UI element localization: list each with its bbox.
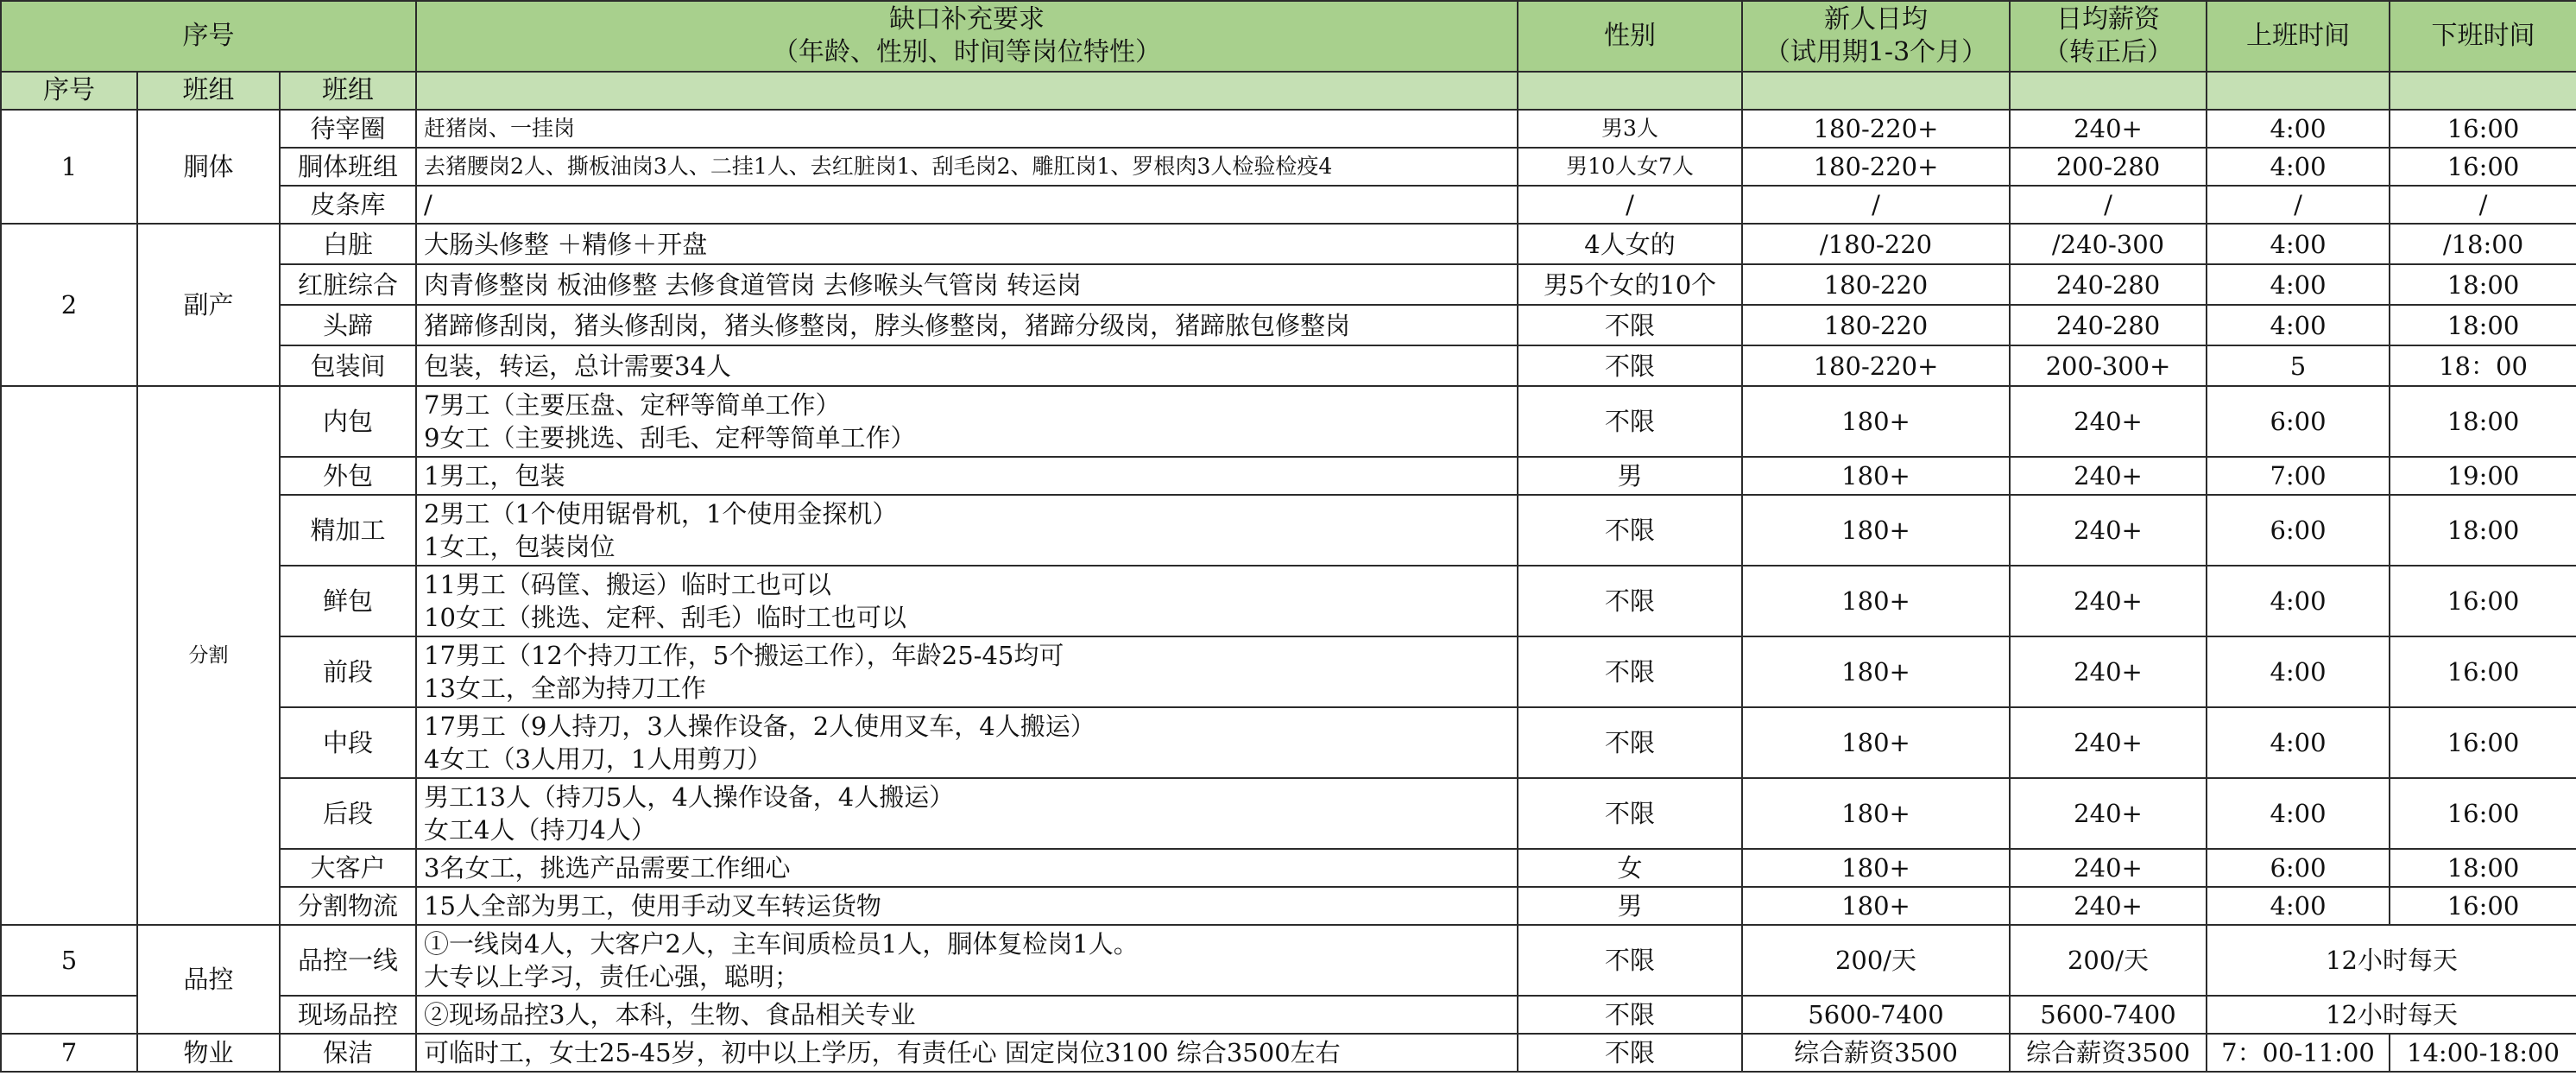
avg-pay: 240+ [2010, 707, 2207, 778]
new-avg-pay: 180+ [1742, 495, 2010, 566]
end-time: 18:00 [2390, 495, 2576, 566]
requirement [416, 925, 1518, 996]
header-seq: 序号 [1, 1, 416, 72]
header-requirements-line2: （年龄、性别、时间等岗位特性） [773, 37, 1161, 67]
avg-pay: 200/天 [2010, 925, 2207, 996]
gender: 女 [1518, 849, 1742, 887]
new-avg-pay: 180-220+ [1742, 345, 2010, 386]
table-row [1, 566, 2576, 636]
start-time: 6:00 [2207, 849, 2390, 887]
header-new-avg-line1: 新人日均 [1824, 4, 1928, 35]
requirement: 大肠头修整 ＋精修＋开盘 [416, 224, 1518, 264]
gender: 不限 [1518, 386, 1742, 457]
team-name: 外包 [280, 457, 416, 495]
team-name: 品控一线 [280, 925, 416, 996]
end-time: 18:00 [2390, 305, 2576, 345]
subheader-team: 班组 [280, 72, 416, 110]
header-new-avg-line2: （试用期1-3个月） [1764, 37, 1988, 67]
header-requirements [416, 1, 1518, 72]
requirement-line: 1女工，包装岗位 [424, 532, 616, 561]
requirement: / [416, 186, 1518, 224]
gender: 不限 [1518, 345, 1742, 386]
avg-pay: 5600-7400 [2010, 996, 2207, 1034]
table-row [1, 778, 2576, 849]
new-avg-pay: 180-220+ [1742, 148, 2010, 186]
requirement-line: 13女工，全部为持刀工作 [424, 674, 706, 703]
start-time: 7：00-11:00 [2207, 1034, 2390, 1072]
avg-pay: 240+ [2010, 566, 2207, 636]
group-name: 品控 [137, 925, 280, 1034]
requirement [416, 707, 1518, 778]
requirement [416, 386, 1518, 457]
table-row [1, 186, 2576, 224]
team-name: 红脏综合 [280, 264, 416, 305]
requirement-line: 11男工（码筐、搬运）临时工也可以 [424, 570, 831, 599]
end-time: 16:00 [2390, 778, 2576, 849]
end-time: 18:00 [2390, 849, 2576, 887]
end-time: 16:00 [2390, 148, 2576, 186]
new-avg-pay: / [1742, 186, 2010, 224]
avg-pay: 200-280 [2010, 148, 2207, 186]
avg-pay: 240+ [2010, 457, 2207, 495]
start-time: 4:00 [2207, 636, 2390, 707]
avg-pay: 240+ [2010, 887, 2207, 925]
requirement-line: 男工13人（持刀5人，4人操作设备，4人搬运） [424, 782, 955, 812]
group-number [1, 386, 137, 925]
requirement-line: 17男工（9人持刀，3人操作设备，2人使用叉车，4人搬运） [424, 712, 1095, 741]
gender: 男3人 [1518, 110, 1742, 148]
start-time: 4:00 [2207, 778, 2390, 849]
requirement-line: 2男工（1个使用锯骨机，1个使用金探机） [424, 499, 898, 529]
end-time: 16:00 [2390, 636, 2576, 707]
gender: 不限 [1518, 707, 1742, 778]
table-row [1, 636, 2576, 707]
start-time: 4:00 [2207, 707, 2390, 778]
subheader-group: 班组 [137, 72, 280, 110]
gender: 不限 [1518, 925, 1742, 996]
end-time: 18:00 [2390, 264, 2576, 305]
gender: 男 [1518, 457, 1742, 495]
new-avg-pay: 180+ [1742, 849, 2010, 887]
avg-pay: 240-280 [2010, 264, 2207, 305]
table-row [1, 1034, 2576, 1072]
requirement: 肉青修整岗 板油修整 去修食道管岗 去修喉头气管岗 转运岗 [416, 264, 1518, 305]
avg-pay: 240+ [2010, 110, 2207, 148]
work-hours: 12小时每天 [2207, 925, 2576, 996]
new-avg-pay: /180-220 [1742, 224, 2010, 264]
requirement: ②现场品控3人，本科，生物、食品相关专业 [416, 996, 1518, 1034]
new-avg-pay: 180+ [1742, 457, 2010, 495]
team-name: 白脏 [280, 224, 416, 264]
requirement [416, 778, 1518, 849]
requirement-line: 10女工（挑选、定秤、刮毛）临时工也可以 [424, 603, 906, 632]
requirement-line: 9女工（主要挑选、刮毛、定秤等简单工作） [424, 423, 916, 453]
end-time: 14:00-18:00 [2390, 1034, 2576, 1072]
group-number: 7 [1, 1034, 137, 1072]
team-name: 前段 [280, 636, 416, 707]
table-row [1, 110, 2576, 148]
requirement: 可临时工，女士25-45岁，初中以上学历，有责任心 固定岗位3100 综合3500左右 [416, 1034, 1518, 1072]
group-name: 胴体 [137, 110, 280, 224]
table-row [1, 495, 2576, 566]
team-name: 大客户 [280, 849, 416, 887]
requirement-line: 女工4人（持刀4人） [424, 815, 656, 845]
end-time: 16:00 [2390, 566, 2576, 636]
header-row [1, 1, 2576, 72]
header-requirements-line1: 缺口补充要求 [889, 4, 1045, 35]
team-name: 现场品控 [280, 996, 416, 1034]
gender: 不限 [1518, 305, 1742, 345]
requirement: 15人全部为男工，使用手动叉车转运货物 [416, 887, 1518, 925]
team-name: 中段 [280, 707, 416, 778]
team-name: 后段 [280, 778, 416, 849]
group-name: 物业 [137, 1034, 280, 1072]
end-time: 18：00 [2390, 345, 2576, 386]
end-time: 16:00 [2390, 707, 2576, 778]
table-row [1, 345, 2576, 386]
table-row [1, 707, 2576, 778]
end-time: 18:00 [2390, 386, 2576, 457]
start-time: 4:00 [2207, 566, 2390, 636]
requirement-line: 大专以上学习，责任心强，聪明； [424, 962, 800, 991]
table-row [1, 887, 2576, 925]
new-avg-pay: 综合薪资3500 [1742, 1034, 2010, 1072]
table-row [1, 925, 2576, 996]
requirement [416, 636, 1518, 707]
requirement: 3名女工，挑选产品需要工作细心 [416, 849, 1518, 887]
start-time: 4:00 [2207, 305, 2390, 345]
new-avg-pay: 180+ [1742, 566, 2010, 636]
group-number: 2 [1, 224, 137, 386]
start-time: 4:00 [2207, 148, 2390, 186]
new-avg-pay: 180-220+ [1742, 110, 2010, 148]
requirement: 赶猪岗、一挂岗 [416, 110, 1518, 148]
new-avg-pay: 180+ [1742, 636, 2010, 707]
header-end-time: 下班时间 [2390, 1, 2576, 72]
gender: 男5个女的10个 [1518, 264, 1742, 305]
avg-pay: 240+ [2010, 849, 2207, 887]
start-time: 6:00 [2207, 386, 2390, 457]
start-time: 6:00 [2207, 495, 2390, 566]
end-time: 19:00 [2390, 457, 2576, 495]
new-avg-pay: 180+ [1742, 778, 2010, 849]
header-gender: 性别 [1518, 1, 1742, 72]
requirement-line: ①一线岗4人，大客户2人，主车间质检员1人，胴体复检岗1人。 [424, 929, 1139, 959]
new-avg-pay: 180-220 [1742, 305, 2010, 345]
team-name: 包装间 [280, 345, 416, 386]
requirement: 1男工，包装 [416, 457, 1518, 495]
team-name: 内包 [280, 386, 416, 457]
new-avg-pay: 180+ [1742, 386, 2010, 457]
requirement-line: 7男工（主要压盘、定秤等简单工作） [424, 390, 841, 420]
end-time: / [2390, 186, 2576, 224]
group-number: 1 [1, 110, 137, 224]
team-name: 分割物流 [280, 887, 416, 925]
avg-pay: 240-280 [2010, 305, 2207, 345]
requirement-line: 4女工（3人用刀，1人用剪刀） [424, 744, 773, 774]
group-name: 分割 [137, 386, 280, 925]
gender: 不限 [1518, 636, 1742, 707]
new-avg-pay: 180+ [1742, 887, 2010, 925]
requirement [416, 495, 1518, 566]
team-name: 胴体班组 [280, 148, 416, 186]
avg-pay: /240-300 [2010, 224, 2207, 264]
gender: 男 [1518, 887, 1742, 925]
team-name: 皮条库 [280, 186, 416, 224]
new-avg-pay: 200/天 [1742, 925, 2010, 996]
table-row [1, 386, 2576, 457]
avg-pay: 240+ [2010, 495, 2207, 566]
avg-pay: / [2010, 186, 2207, 224]
avg-pay: 240+ [2010, 636, 2207, 707]
requirement: 猪蹄修刮岗，猪头修刮岗，猪头修整岗，脖头修整岗，猪蹄分级岗，猪蹄脓包修整岗 [416, 305, 1518, 345]
team-name: 保洁 [280, 1034, 416, 1072]
header-avg-pay [2010, 1, 2207, 72]
team-name: 鲜包 [280, 566, 416, 636]
start-time: 5 [2207, 345, 2390, 386]
group-number: 5 [1, 925, 137, 996]
start-time: 4:00 [2207, 887, 2390, 925]
header-avg-pay-line2: （转正后） [2043, 37, 2173, 67]
avg-pay: 240+ [2010, 778, 2207, 849]
end-time: /18:00 [2390, 224, 2576, 264]
requirement [416, 566, 1518, 636]
start-time: / [2207, 186, 2390, 224]
gender: 不限 [1518, 566, 1742, 636]
end-time: 16:00 [2390, 887, 2576, 925]
table-row [1, 996, 2576, 1034]
start-time: 4:00 [2207, 264, 2390, 305]
avg-pay: 240+ [2010, 386, 2207, 457]
requirement: 去猪腰岗2人、撕板油岗3人、二挂1人、去红脏岗1、刮毛岗2、雕肛岗1、罗根肉3人检验检疫4 [416, 148, 1518, 186]
start-time: 4:00 [2207, 224, 2390, 264]
avg-pay: 综合薪资3500 [2010, 1034, 2207, 1072]
requirement-line: 17男工（12个持刀工作，5个搬运工作），年龄25-45均可 [424, 641, 1064, 670]
new-avg-pay: 5600-7400 [1742, 996, 2010, 1034]
gender: 4人女的 [1518, 224, 1742, 264]
gender: 不限 [1518, 1034, 1742, 1072]
subheader-seq: 序号 [1, 72, 137, 110]
team-name: 精加工 [280, 495, 416, 566]
gender: 不限 [1518, 996, 1742, 1034]
table-row [1, 224, 2576, 264]
work-hours: 12小时每天 [2207, 996, 2576, 1034]
team-name: 待宰圈 [280, 110, 416, 148]
subheader-row [1, 72, 2576, 110]
new-avg-pay: 180+ [1742, 707, 2010, 778]
team-name: 头蹄 [280, 305, 416, 345]
end-time: 16:00 [2390, 110, 2576, 148]
table-row [1, 849, 2576, 887]
avg-pay: 200-300+ [2010, 345, 2207, 386]
start-time: 7:00 [2207, 457, 2390, 495]
header-new-avg [1742, 1, 2010, 72]
table-row [1, 264, 2576, 305]
gender: 不限 [1518, 778, 1742, 849]
table-row [1, 148, 2576, 186]
header-avg-pay-line1: 日均薪资 [2056, 4, 2160, 35]
header-start-time: 上班时间 [2207, 1, 2390, 72]
table-row [1, 457, 2576, 495]
new-avg-pay: 180-220 [1742, 264, 2010, 305]
gender: / [1518, 186, 1742, 224]
start-time: 4:00 [2207, 110, 2390, 148]
gender: 不限 [1518, 495, 1742, 566]
requirement: 包装，转运，总计需要34人 [416, 345, 1518, 386]
table-row [1, 305, 2576, 345]
group-name: 副产 [137, 224, 280, 386]
gender: 男10人女7人 [1518, 148, 1742, 186]
